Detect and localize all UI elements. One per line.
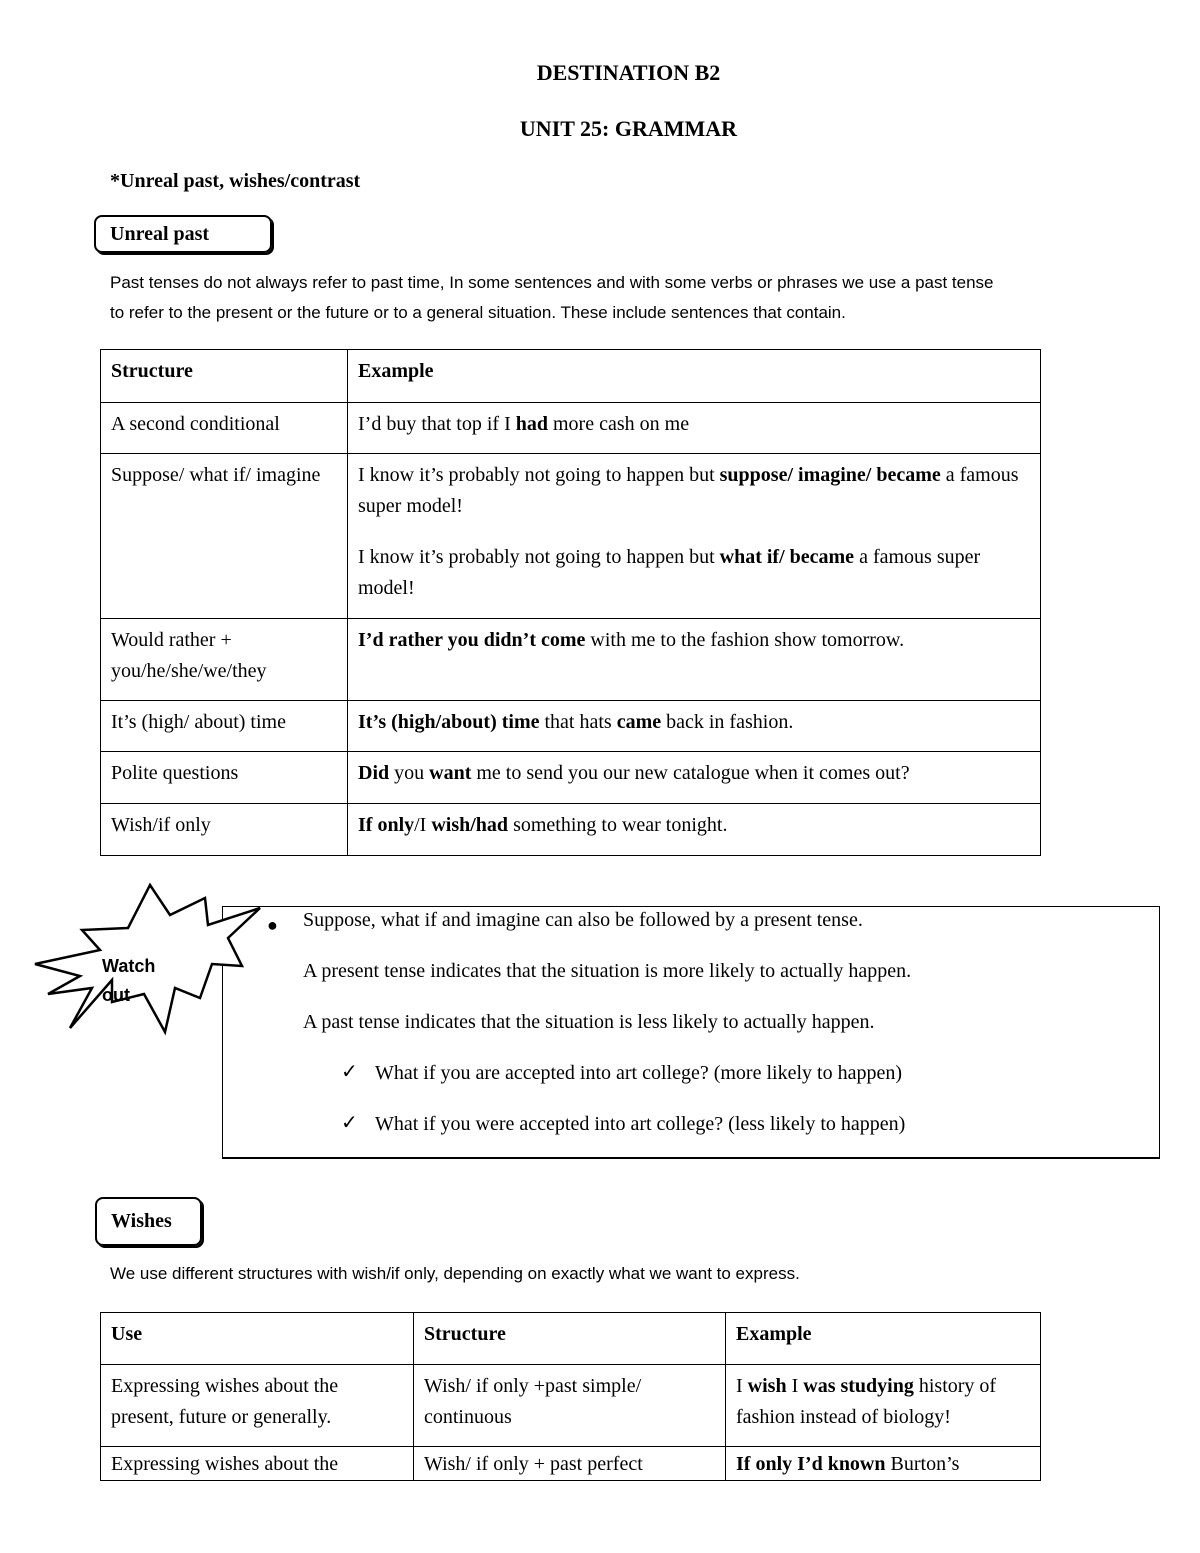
table-row	[101, 1365, 1041, 1447]
example-cell: I’d rather you didn’t come with me to the fashion show tomorrow.	[348, 619, 1041, 701]
example-cell: I’d buy that top if I had more cash on me	[348, 403, 1041, 454]
table-row	[101, 701, 1041, 752]
wishes-intro: We use different structures with wish/if only, depending on exactly what we want to express.	[110, 1264, 800, 1283]
bullet-icon: ●	[267, 915, 278, 935]
example-cell: If only I’d known Burton’s	[726, 1447, 1041, 1481]
table-header-row	[101, 1313, 1041, 1365]
table-row	[101, 752, 1041, 804]
structure-cell: Wish/if only	[101, 804, 348, 856]
example-cell: I wish I was studying history of fashion instead of biology!	[726, 1365, 1041, 1447]
use-cell: Expressing wishes about the present, future or generally.	[101, 1365, 414, 1447]
badge-text-2: out	[102, 985, 130, 1005]
structure-cell: A second conditional	[101, 403, 348, 454]
intro-line-2: to refer to the present or the future or to a general situation. These include sentences that contain.	[110, 303, 846, 322]
table-header-row	[101, 350, 1041, 403]
document-title: DESTINATION B2	[536, 60, 721, 85]
watch-out-check-2: What if you were accepted into art college? (less likely to happen)	[375, 1113, 906, 1135]
unit-heading: UNIT 25: GRAMMAR	[519, 116, 738, 141]
table-row	[101, 619, 1041, 701]
header-use: Use	[101, 1313, 414, 1365]
checkmark-icon: ✓	[341, 1061, 358, 1083]
structure-cell: It’s (high/ about) time	[101, 701, 348, 752]
watch-out-line-1: Suppose, what if and imagine can also be followed by a present tense.	[303, 909, 863, 931]
structure-cell: Would rather + you/he/she/we/they	[101, 619, 348, 701]
table-row	[101, 454, 1041, 619]
structure-cell: Suppose/ what if/ imagine	[101, 454, 348, 619]
header-structure: Structure	[414, 1313, 726, 1365]
header-example: Example	[348, 350, 1041, 403]
watch-out-line-2: A present tense indicates that the situation is more likely to actually happen.	[303, 960, 912, 982]
use-cell: Expressing wishes about the	[101, 1447, 414, 1481]
structure-cell: Polite questions	[101, 752, 348, 804]
topic-heading: *Unreal past, wishes/contrast	[110, 170, 361, 192]
header-example: Example	[726, 1313, 1041, 1365]
example-cell: If only/I wish/had something to wear tonight.	[348, 804, 1041, 856]
header-structure: Structure	[101, 350, 348, 403]
unreal-past-table	[100, 349, 1041, 856]
unreal-past-intro	[110, 268, 1150, 328]
example-cell: I know it’s probably not going to happen but suppose/ imagine/ became a famous super model! I know it’s probably not going to happen but what if/ became a famous super model!	[348, 454, 1041, 619]
watch-out-line-3: A past tense indicates that the situation is less likely to actually happen.	[303, 1011, 875, 1033]
wishes-table	[100, 1312, 1041, 1481]
table-row	[101, 403, 1041, 454]
table-row	[101, 804, 1041, 856]
wishes-label: Wishes	[95, 1197, 202, 1246]
example-cell: It’s (high/about) time that hats came back in fashion.	[348, 701, 1041, 752]
table-row	[101, 1447, 1041, 1481]
unreal-past-label: Unreal past	[94, 215, 272, 253]
badge-text-1: Watch	[102, 956, 156, 976]
checkmark-icon: ✓	[341, 1112, 358, 1134]
watch-out-box	[222, 906, 1160, 1159]
example-cell: Did you want me to send you our new catalogue when it comes out?	[348, 752, 1041, 804]
watch-out-badge	[102, 952, 155, 1010]
structure-cell: Wish/ if only +past simple/ continuous	[414, 1365, 726, 1447]
intro-line-1: Past tenses do not always refer to past time, In some sentences and with some verbs or phrases we use a past tense	[110, 273, 994, 292]
watch-out-check-1: What if you are accepted into art college? (more likely to happen)	[375, 1062, 902, 1084]
structure-cell: Wish/ if only + past perfect	[414, 1447, 726, 1481]
